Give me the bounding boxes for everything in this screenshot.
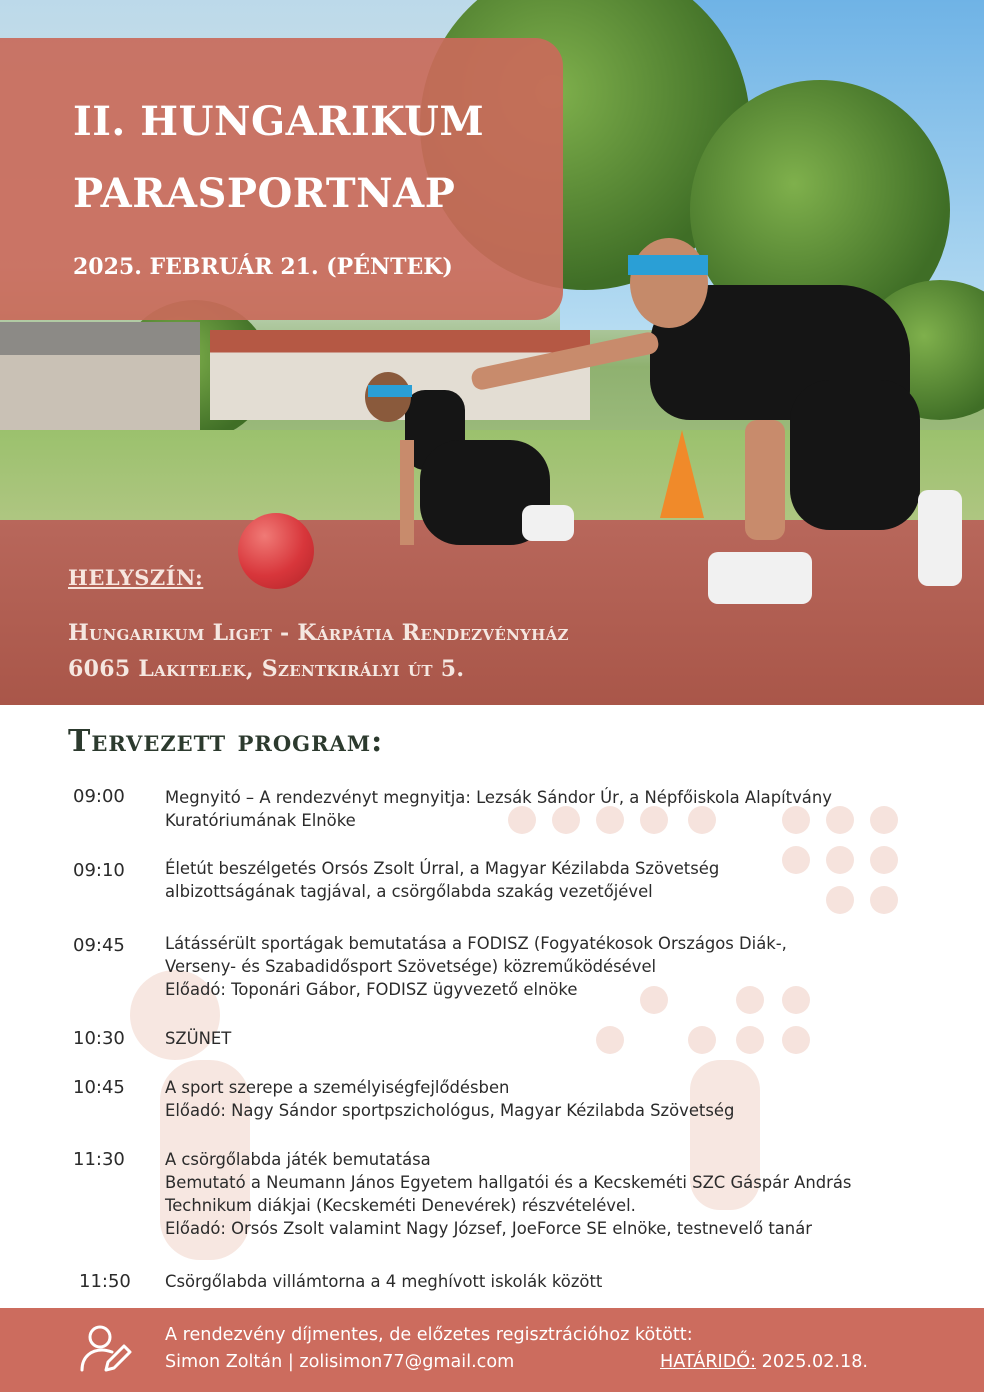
eye-mask (628, 255, 708, 275)
deadline-label: HATÁRIDŐ: (660, 1352, 757, 1372)
building (0, 322, 200, 432)
program-description (165, 1027, 925, 1050)
program-description (165, 857, 925, 903)
venue-line2: 6065 Lakitelek, Szentkirályi út 5. (68, 656, 465, 682)
event-title-line2: PARASPORTNAP (73, 170, 456, 217)
venue-label: HELYSZÍN: (68, 565, 204, 590)
description-line: Bemutató a Neumann János Egyetem hallgatói és a Kecskeméti SZC Gáspár András (165, 1173, 852, 1192)
program-time: 10:45 (73, 1077, 125, 1098)
registration-note: A rendezvény díjmentes, de előzetes regisztrációhoz kötött: (165, 1325, 693, 1345)
description-line: Életút beszélgetés Orsós Zsolt Úrral, a Magyar Kézilabda Szövetség (165, 859, 720, 878)
event-date: 2025. FEBRUÁR 21. (PÉNTEK) (73, 254, 453, 280)
program-description (165, 1076, 925, 1122)
user-edit-icon (78, 1322, 132, 1376)
program-description (165, 1148, 925, 1240)
program-time: 09:00 (73, 786, 125, 807)
description-line: A sport szerepe a személyiségfejlődésben (165, 1078, 510, 1097)
venue-line1: Hungarikum Liget - Kárpátia Rendezvényház (68, 620, 569, 646)
deadline-value: 2025.02.18. (756, 1352, 868, 1372)
player-arm (400, 440, 414, 545)
player-shorts (790, 380, 920, 530)
description-line: albizottságának tagjával, a csörgőlabda szakág vezetőjével (165, 882, 653, 901)
description-line: Csörgőlabda villámtorna a 4 meghívott iskolák között (165, 1272, 603, 1291)
description-line: Verseny- és Szabadidősport Szövetsége) közreműködésével (165, 957, 657, 976)
description-line: Előadó: Toponári Gábor, FODISZ ügyvezető elnöke (165, 980, 578, 999)
description-line: Látássérült sportágak bemutatása a FODISZ (Fogyatékosok Országos Diák-, (165, 934, 787, 953)
description-line: SZÜNET (165, 1029, 232, 1048)
description-line: Kuratóriumának Elnöke (165, 811, 356, 830)
contact-info: Simon Zoltán | zolisimon77@gmail.com (165, 1352, 515, 1372)
program-time: 09:10 (73, 860, 125, 881)
goalball (238, 513, 314, 589)
description-line: Előadó: Nagy Sándor sportpszichológus, Magyar Kézilabda Szövetség (165, 1101, 735, 1120)
description-line: Technikum diákjai (Kecskeméti Denevérek) részvételével. (165, 1196, 636, 1215)
program-time: 11:30 (73, 1149, 125, 1170)
player-shoe (522, 505, 574, 541)
eye-mask (368, 385, 412, 397)
title-box (0, 38, 563, 320)
player-leg (745, 420, 785, 540)
program-description (165, 932, 925, 1001)
player-shoe (708, 552, 812, 604)
player-head (365, 372, 411, 422)
program-description (165, 786, 925, 832)
deadline (660, 1352, 868, 1372)
program-time: 09:45 (73, 935, 125, 956)
description-line: A csörgőlabda játék bemutatása (165, 1150, 431, 1169)
description-line: Előadó: Orsós Zsolt valamint Nagy József, JoeForce SE elnöke, testnevelő tanár (165, 1219, 812, 1238)
player-shoe (918, 490, 962, 586)
traffic-cone (660, 430, 704, 518)
description-line: Megnyitó – A rendezvényt megnyitja: Lezsák Sándor Úr, a Népfőiskola Alapítvány (165, 788, 832, 807)
program-heading: Tervezett program: (68, 724, 384, 759)
footer-bar (0, 1308, 984, 1392)
program-time: 11:50 (79, 1271, 131, 1292)
event-title-line1: II. HUNGARIKUM (73, 98, 485, 145)
program-description (165, 1270, 925, 1293)
program-time: 10:30 (73, 1028, 125, 1049)
player-head (630, 238, 708, 328)
